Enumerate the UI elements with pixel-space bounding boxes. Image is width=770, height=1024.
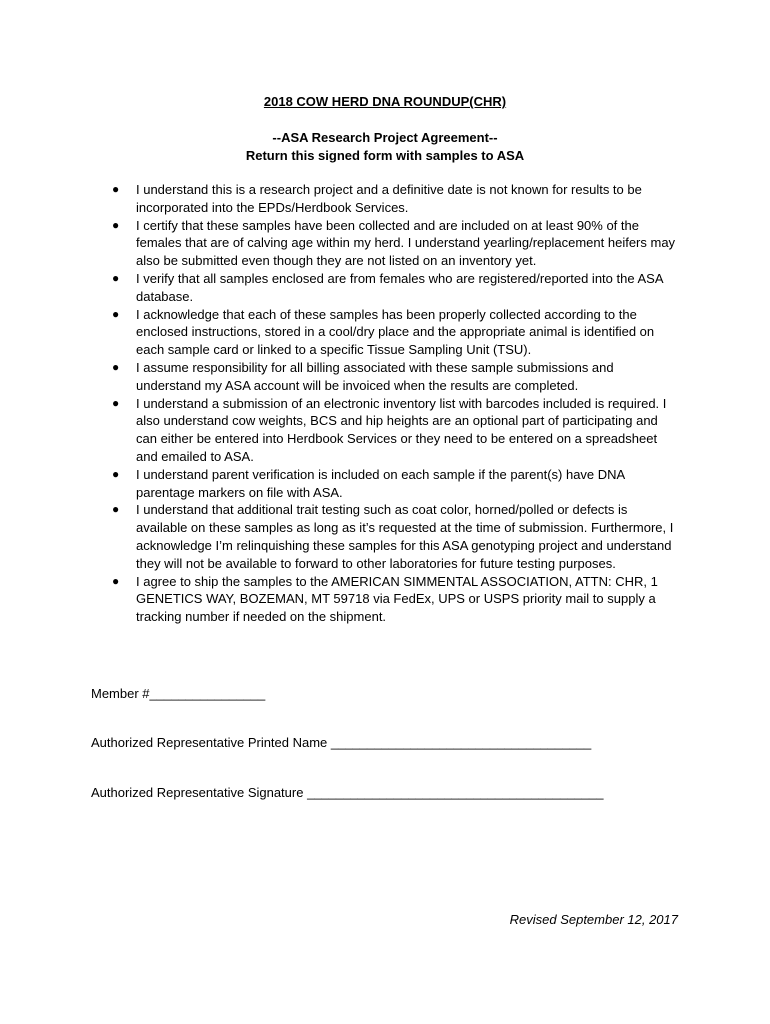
- bullet-icon: ●: [112, 270, 120, 285]
- list-item-text: I agree to ship the samples to the AMERICAN SIMMENTAL ASSOCIATION, ATTN: CHR, 1 GENETICS WAY, BOZEMAN, MT 59718 via FedEx, UPS or USPS priority mail to supply a tracking number if needed on the shipment.: [136, 573, 658, 625]
- list-item: [112, 359, 682, 395]
- bullet-icon: ●: [112, 182, 120, 196]
- agreement-heading: --ASA Research Project Agreement--: [272, 130, 498, 145]
- list-item-text: I certify that these samples have been collected and are included on at least 90% of the females that are of calving age within my herd. I understand yearling/replacement heifers may also be submitted even though they are not listed on an inventory yet.: [136, 217, 676, 269]
- bullet-icon: ●: [112, 306, 120, 321]
- list-item: [112, 217, 682, 270]
- list-item-text: I understand a submission of an electronic inventory list with barcodes included is required. I also understand cow weights, BCS and hip heights are an optional part of participating and can either be entered into Herdbook Services or they need to be entered on a spreadsheet and emailed to ASA.: [136, 395, 667, 464]
- list-item-text: I assume responsibility for all billing associated with these sample submissions and understand my ASA account will be invoiced when the results are completed.: [136, 359, 614, 393]
- list-item: [112, 395, 682, 466]
- list-item-text: I understand that additional trait testing such as coat color, horned/polled or defects is available on these samples as long as it’s requested at the time of submission. Furthermore, I acknowledge I’m relinquishing these samples for this ASA genotyping project and understand they will not be available to forward to other laboratories for future testing purposes.: [136, 502, 674, 571]
- revision-date: Revised September 12, 2017: [509, 912, 678, 927]
- list-item-text: I understand this is a research project and a definitive date is not known for results to be incorporated into the EPDs/Herdbook Services.: [136, 182, 642, 215]
- list-item: [112, 466, 682, 502]
- list-item-text: I verify that all samples enclosed are from females who are registered/reported into the ASA database.: [136, 270, 663, 304]
- return-instruction: Return this signed form with samples to ASA: [245, 148, 525, 163]
- bullet-icon: ●: [112, 395, 120, 410]
- list-item-text: I understand parent verification is included on each sample if the parent(s) have DNA parentage markers on file with ASA.: [136, 466, 625, 500]
- list-item: [112, 501, 682, 572]
- bullet-icon: ●: [112, 217, 120, 232]
- list-item: [112, 270, 682, 306]
- document-title: 2018 COW HERD DNA ROUNDUP(CHR): [263, 94, 507, 109]
- bullet-icon: ●: [112, 466, 120, 481]
- member-number-field[interactable]: Member #________________: [91, 686, 266, 701]
- agreement-list: [112, 181, 682, 626]
- bullet-icon: ●: [112, 573, 120, 588]
- printed-name-field[interactable]: Authorized Representative Printed Name ____________________________________: [91, 735, 592, 750]
- bullet-icon: ●: [112, 502, 120, 517]
- bullet-icon: ●: [112, 359, 120, 374]
- list-item: [112, 181, 682, 217]
- list-item: [112, 306, 682, 359]
- list-item-text: I acknowledge that each of these samples has been properly collected according to the enclosed instructions, stored in a cool/dry place and the appropriate animal is identified on each sample card or linked to a specific Tissue Sampling Unit (TSU).: [136, 306, 655, 358]
- signature-field[interactable]: Authorized Representative Signature _________________________________________: [91, 785, 604, 800]
- list-item: [112, 573, 682, 626]
